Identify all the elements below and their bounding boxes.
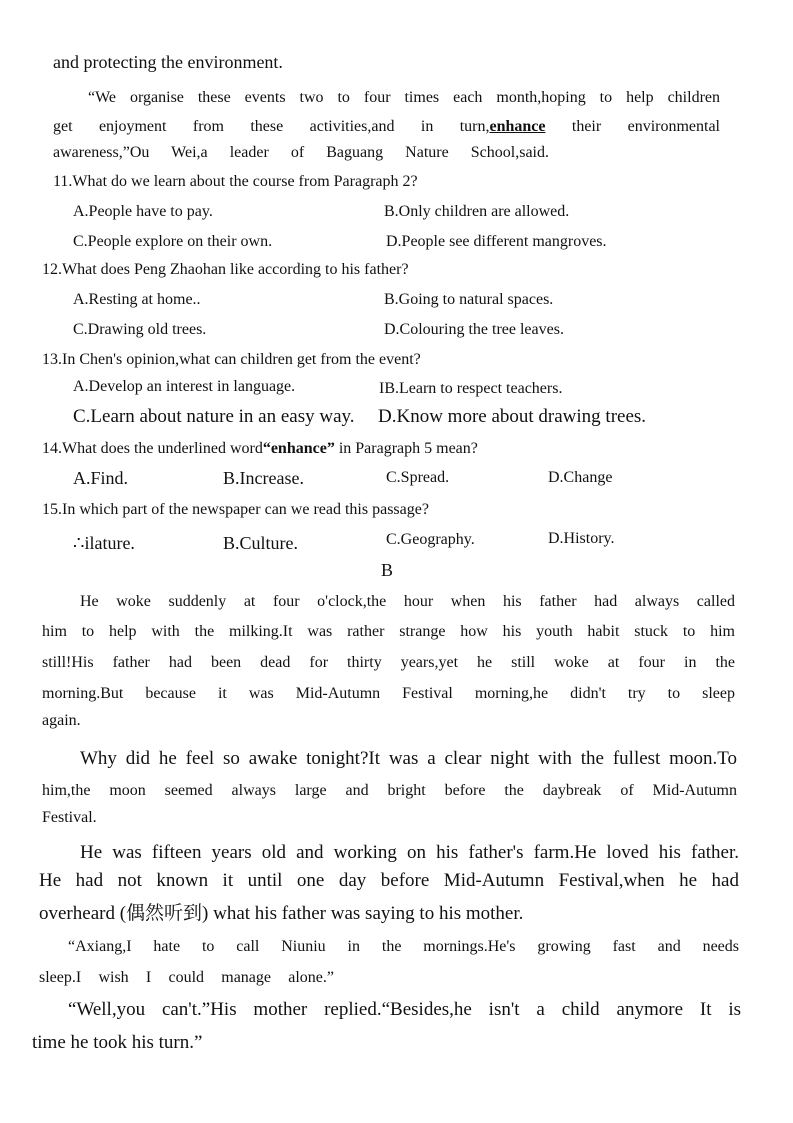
section-b-heading: B [381,560,394,580]
underlined-word-enhance: enhance [489,118,546,135]
passage-b-p3-line-1: He was fifteen years old and working on his father's farm.He loved his father. [80,842,739,863]
question-12-option-b: B.Going to natural spaces. [384,291,554,308]
question-11-option-d: D.People see different mangroves. [386,233,607,250]
question-14-option-b: B.Increase. [223,468,304,488]
question-15-option-b: B.Culture. [223,533,298,553]
quote-line-2-pre: get enjoyment from these activities,and in turn, [53,118,490,135]
passage-b-p3-line-3: overheard (偶然听到) what his father was saying to his mother. [39,903,524,924]
passage-b-p1-line-4: morning.But because it was Mid-Autumn Festival morning,he didn't try to sleep [42,685,735,702]
question-15-option-c: C.Geography. [386,531,475,548]
passage-b-p3-line-2: He had not known it until one day before Mid-Autumn Festival,when he had [39,870,739,891]
passage-b-p2-line-1: Why did he feel so awake tonight?It was a clear night with the fullest moon.To [80,748,737,769]
question-13-stem: 13.In Chen's opinion,what can children get from the event? [42,351,421,368]
question-11-option-a: A.People have to pay. [73,203,213,220]
passage-b-p2-line-2: him,the moon seemed always large and bright before the daybreak of Mid-Autumn [42,782,737,799]
question-14-option-d: D.Change [548,469,613,486]
passage-b-p1-line-2: him to help with the milking.It was rather strange how his youth habit stuck to him [42,623,735,640]
question-13-option-b: IB.Learn to respect teachers. [379,380,563,397]
question-14-stem-post: in Paragraph 5 mean? [334,440,478,457]
intro-tail: and protecting the environment. [53,52,283,72]
passage-b-p2-line-3: Festival. [42,809,97,826]
passage-b-p5-line-2: time he took his turn.” [32,1032,203,1053]
passage-b-p4-line-1: “Axiang,I hate to call Niuniu in the mornings.He's growing fast and needs [68,938,739,955]
question-11-option-c: C.People explore on their own. [73,233,273,250]
question-12-option-a: A.Resting at home.. [73,291,201,308]
question-14-option-c: C.Spread. [386,469,450,486]
quote-line-2 [53,118,720,136]
question-11-option-b: B.Only children are allowed. [384,203,570,220]
question-14-option-a: A.Find. [73,468,129,488]
question-15-option-d: D.History. [548,530,615,547]
question-12-option-c: C.Drawing old trees. [73,321,207,338]
quote-line-2-post: their environmental [545,118,720,135]
question-14-stem [42,440,478,458]
passage-b-p1-line-3: still!His father had been dead for thirty years,yet he still woke at four in the [42,654,735,671]
passage-b-p5-line-1: “Well,you can't.”His mother replied.“Besides,he isn't a child anymore It is [68,999,741,1020]
question-12-stem: 12.What does Peng Zhaohan like according to his father? [42,261,409,278]
question-13-option-a: A.Develop an interest in language. [73,378,296,395]
quote-line-1: “We organise these events two to four times each month,hoping to help children [88,89,720,106]
quote-line-3: awareness,”Ou Wei,a leader of Baguang Nature School,said. [53,144,549,161]
question-13-option-c: C.Learn about nature in an easy way. [73,406,355,427]
question-15-stem: 15.In which part of the newspaper can we read this passage? [42,501,429,518]
question-14-stem-pre: 14.What does the underlined word [42,440,263,457]
question-11-stem: 11.What do we learn about the course from Paragraph 2? [53,173,418,190]
passage-b-p4-line-2: sleep.I wish I could manage alone.” [39,969,334,986]
passage-b-p1-line-1: He woke suddenly at four o'clock,the hour when his father had always called [80,593,735,610]
question-12-option-d: D.Colouring the tree leaves. [384,321,564,338]
question-13-option-d: D.Know more about drawing trees. [378,406,647,427]
question-14-stem-word: “enhance” [262,440,335,457]
passage-b-p1-line-5: again. [42,712,81,729]
question-15-option-a: ∴ilature. [73,533,135,553]
